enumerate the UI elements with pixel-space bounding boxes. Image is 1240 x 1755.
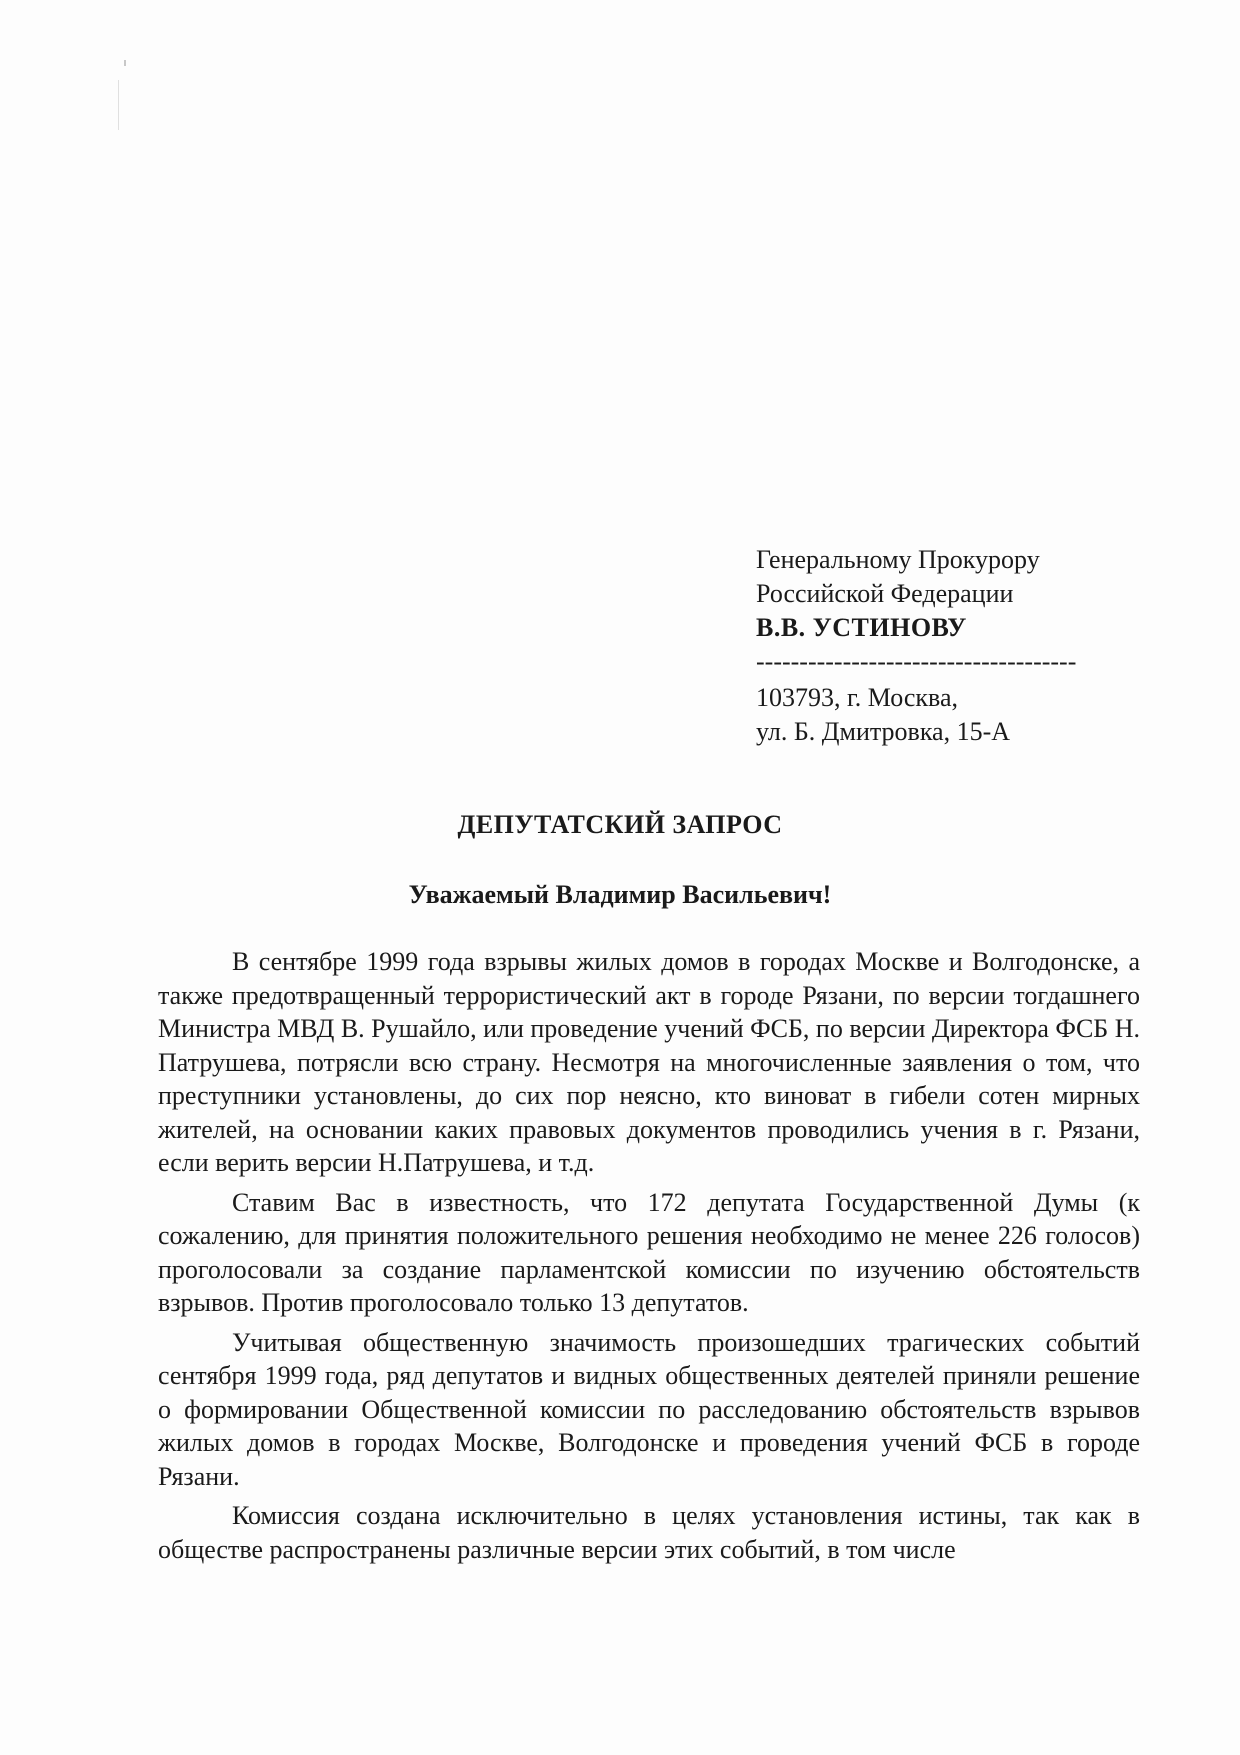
body-paragraph: В сентябре 1999 года взрывы жилых домов в городах Москве и Волгодонске, а также предотвращенный террористический акт в городе Рязани, по версии тогдашнего Министра МВД В. Рушайло, или проведение учений ФСБ, по версии Директора ФСБ Н. Патрушева, потрясли всю страну. Несмотря на многочисленные заявления о том, что преступники установлены, до сих пор неясно, кто виноват в гибели сотен мирных жителей, на основании каких правовых документов проводились учения в г. Рязани, если верить версии Н.Патрушева, и т.д. [158, 947, 1140, 1177]
address-line-1: 103793, г. Москва, [756, 683, 958, 712]
salutation: Уважаемый Владимир Васильевич! [408, 880, 832, 909]
addressee-line-2: Российской Федерации [756, 579, 1014, 608]
addressee-name: В.В. УСТИНОВУ [756, 613, 967, 642]
body-paragraph: Ставим Вас в известность, что 172 депутата Государственной Думы (к сожалению, для принятия положительного решения необходимо не менее 226 голосов) проголосовали за создание парламентской комиссии по изучению обстоятельств взрывов. Против проголосовало только 13 депутатов. [158, 1187, 1140, 1317]
addressee-line-1: Генеральному Прокурору [756, 545, 1040, 574]
address-line-2: ул. Б. Дмитровка, 15-А [756, 717, 1011, 746]
body-paragraph: Комиссия создана исключительно в целях установления истины, так как в обществе распространены различные версии этих событий, в том числе [158, 1501, 1140, 1564]
addressee-block [756, 543, 1176, 749]
scan-mark [118, 80, 119, 130]
document-title: ДЕПУТАТСКИЙ ЗАПРОС [457, 810, 783, 839]
body-paragraph: Учитывая общественную значимость произошедших трагических событий сентября 1999 года, ряд депутатов и видных общественных деятелей приняли решение о формировании Общественной комиссии по расследованию обстоятельств взрывов жилых домов в городах Москве, Волгодонске и проведения учений ФСБ в городе Рязани. [158, 1327, 1140, 1491]
scan-mark [124, 60, 126, 66]
document-body [158, 945, 1140, 1572]
addressee-divider: ------------------------------------- [756, 649, 1077, 675]
